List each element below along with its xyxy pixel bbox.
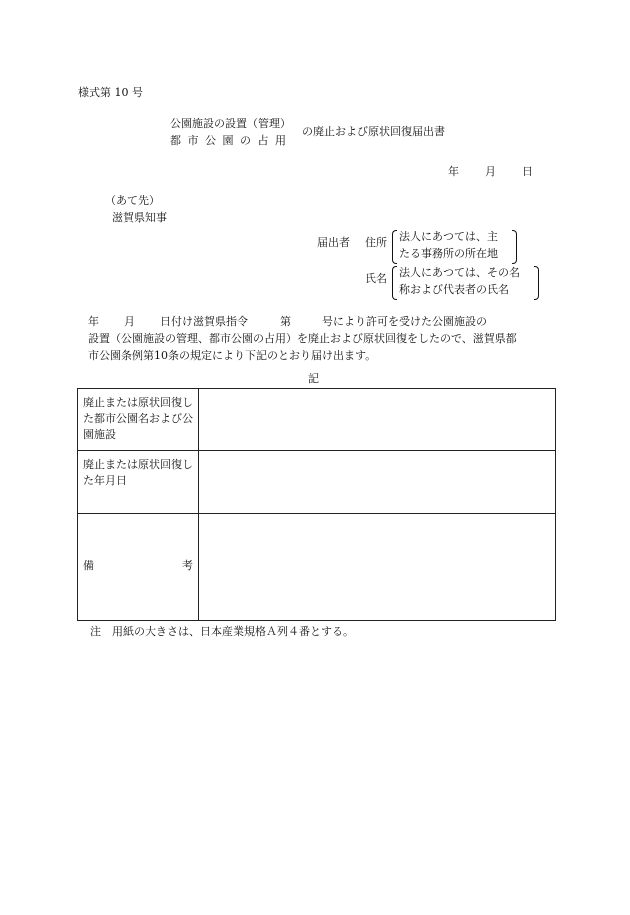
body-dai: 第 <box>280 315 291 328</box>
name-note-line: 法人にあつては、その名 <box>399 266 520 279</box>
title-line-1: 公園施設の設置（管理） <box>170 117 291 130</box>
title-line-2: 都市公園の占用 <box>170 134 293 147</box>
body-line-2: 設置（公園施設の管理、都市公園の占用）を廃止および原状回復をしたので、滋賀県都 <box>88 332 517 345</box>
row-value-park[interactable] <box>199 389 556 451</box>
name-note-line: 称および代表者の氏名 <box>399 283 509 296</box>
name-note <box>399 264 520 298</box>
row-value-remarks[interactable] <box>199 514 556 621</box>
body-paragraph <box>78 313 558 364</box>
address-note-line: たる事務所の所在地 <box>399 247 498 260</box>
date-day: 日 <box>522 165 533 178</box>
remarks-right: 考 <box>182 559 193 572</box>
date-month: 月 <box>485 165 496 178</box>
footnote: 注 用紙の大きさは、日本産業規格Ａ列４番とする。 <box>90 625 354 638</box>
record-table <box>77 388 556 621</box>
address-note-line: 法人にあつては、主 <box>399 230 498 243</box>
remarks-left: 備 <box>83 559 94 572</box>
body-line-3: 市公園条例第10条の規定により下記のとおり届け出ます。 <box>88 349 377 362</box>
addressee-name: 滋賀県知事 <box>112 211 167 224</box>
body-day-text: 日付け滋賀県指令 <box>160 315 248 328</box>
name-field <box>365 266 540 308</box>
table-row <box>78 451 556 514</box>
body-month: 月 <box>124 315 135 328</box>
row-value-date[interactable] <box>199 451 556 514</box>
title-suffix: の廃止および原状回復届出書 <box>302 125 445 138</box>
date-year: 年 <box>448 165 459 178</box>
bracket-left <box>392 230 397 264</box>
bracket-left <box>392 266 397 300</box>
address-note <box>399 228 498 262</box>
body-line-1-end: 号により許可を受けた公園施設の <box>322 315 487 328</box>
addressee-label: （あて先） <box>105 194 160 207</box>
table-row <box>78 514 556 621</box>
date-row <box>448 165 533 178</box>
body-year: 年 <box>88 315 99 328</box>
row-label-park: 廃止または原状回復した都市公園名および公園施設 <box>78 389 199 451</box>
row-label-date: 廃止または原状回復した年月日 <box>78 451 199 514</box>
ki-heading: 記 <box>308 372 319 385</box>
form-number: 様式第 10 号 <box>78 86 143 99</box>
name-label: 氏名 <box>365 272 387 285</box>
table-row <box>78 389 556 451</box>
bracket-right <box>534 266 539 300</box>
submitter-label: 届出者 <box>317 236 350 249</box>
row-label-remarks <box>78 514 199 621</box>
address-label: 住所 <box>365 236 387 249</box>
body-line-1 <box>78 313 558 330</box>
bracket-right <box>512 230 517 264</box>
